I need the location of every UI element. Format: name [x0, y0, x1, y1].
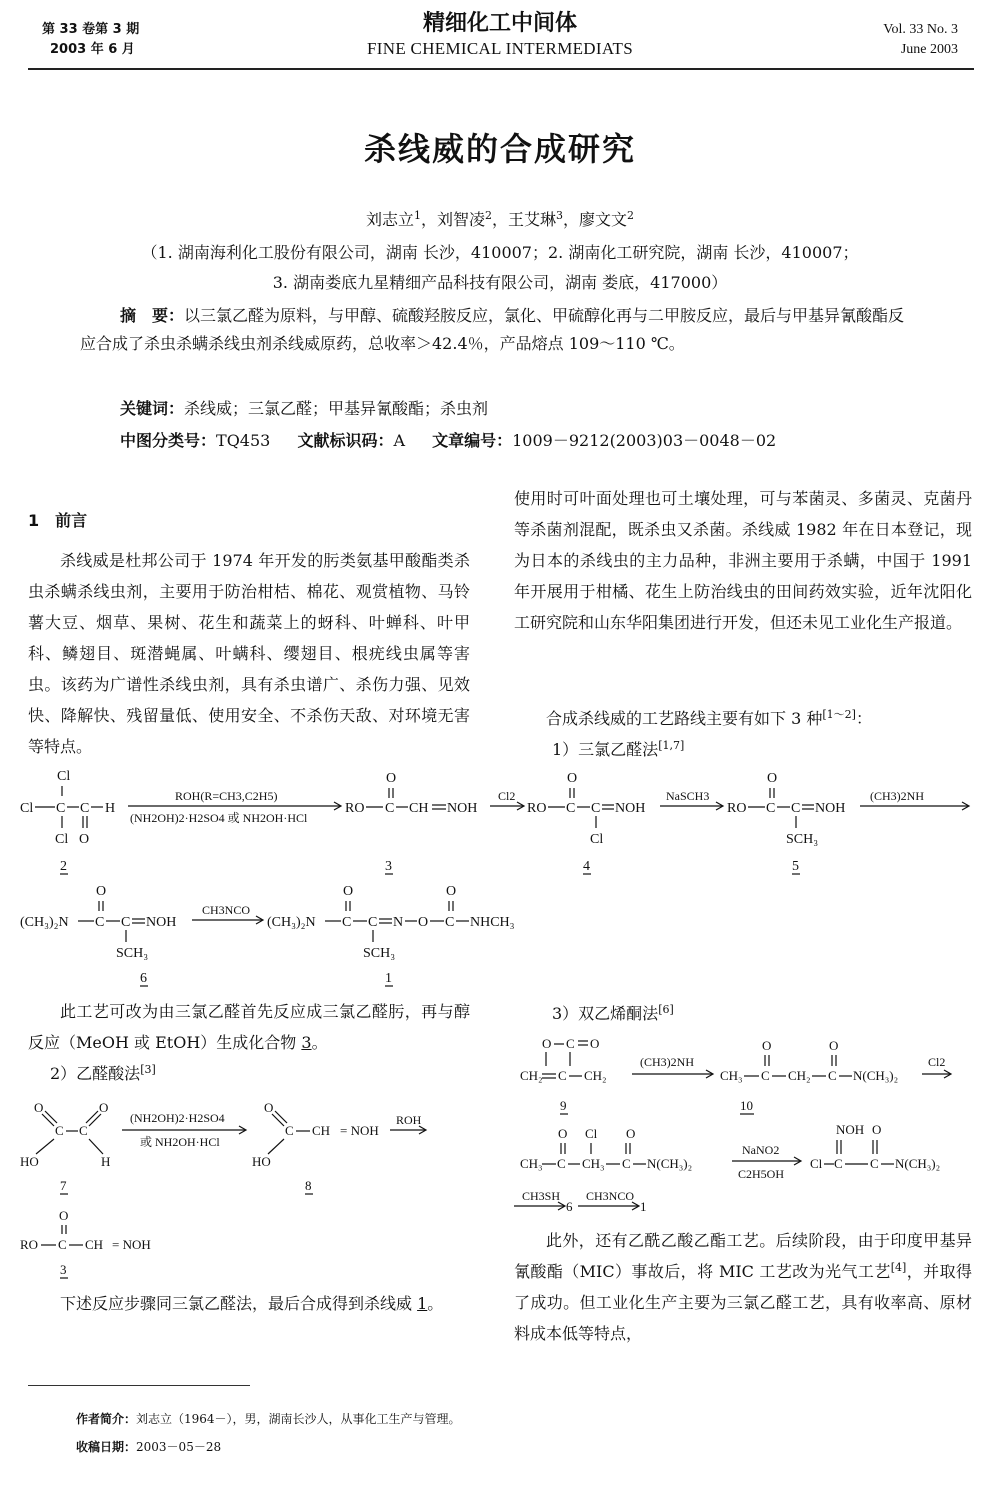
compound-ref-1: 1: [417, 1294, 428, 1313]
method-3-label: 3）双乙烯酮法: [552, 1004, 659, 1023]
svg-text:NOH: NOH: [836, 1122, 865, 1137]
label-9: 9: [560, 1098, 567, 1113]
svg-text:O: O: [567, 771, 578, 786]
reagent-roh-2: ROH: [396, 1113, 422, 1127]
reagent-dimethylamine-3: (CH3)2NH: [640, 1055, 694, 1069]
abstract-label: 摘 要：: [120, 306, 185, 325]
svg-text:SCH₃: SCH₃: [363, 946, 396, 961]
svg-text:Cl: Cl: [585, 1126, 598, 1141]
date-en: June 2003: [900, 42, 958, 57]
article-no-value: 1009－9212(2003)03－0048－02: [512, 431, 777, 450]
svg-text:Cl: Cl: [55, 832, 69, 847]
compound-ref-3: 3: [301, 1033, 312, 1052]
svg-text:O: O: [343, 884, 354, 899]
svg-text:C: C: [622, 1156, 631, 1171]
right-paragraph-1: 使用时可叶面处理也可土壤处理，可与苯菌灵、多菌灵、克菌丹等杀菌剂混配，既杀虫又杀菌。杀线威 1982 年在日本登记，现为日本的杀线虫的主力品种，非洲主要用于杀螨，中国于 1991 年开展用于柑橘、花生上防治线虫的田间药效实验，近年沈阳化工研究院和山东华阳集团进行开发，但还未见工业化生产报道。: [514, 489, 972, 632]
article-no-label: 文章编号：: [432, 431, 513, 450]
journal-title: [300, 10, 700, 60]
received-date-label: 收稿日期：: [76, 1440, 137, 1454]
svg-text:N(CH₃)₂: N(CH₃)₂: [853, 1068, 899, 1083]
svg-text:O: O: [34, 1100, 44, 1115]
svg-text:O: O: [386, 771, 397, 786]
compound-4: [527, 771, 645, 847]
left-paragraph-2-text: 此工艺可改为由三氯乙醛首先反应成三氯乙醛肟，再与醇反应（MeOH 或 EtOH）生成化合物: [28, 1002, 470, 1052]
svg-text:C: C: [58, 1237, 67, 1252]
received-date: [76, 1436, 221, 1458]
svg-text:HO: HO: [20, 1154, 39, 1169]
svg-text:O: O: [99, 1100, 109, 1115]
svg-text:O: O: [829, 1038, 839, 1053]
reagent-ethanol: C2H5OH: [738, 1167, 785, 1181]
svg-text:NOH: NOH: [615, 801, 646, 816]
method-2-cite: [3]: [140, 1063, 156, 1076]
svg-text:N(CH₃)₂: N(CH₃)₂: [895, 1156, 941, 1171]
right-paragraph-3-cite: [4]: [890, 1261, 907, 1274]
svg-text:O: O: [767, 771, 778, 786]
intro-paragraph: 杀线威是杜邦公司于 1974 年开发的肟类氨基甲酸酯类杀虫杀螨杀线虫剂，主要用于防治柑桔、棉花、观赏植物、马铃薯大豆、烟草、果树、花生和蔬菜上的蚜科、叶蝉科、叶甲科、鳞翅目、斑潜蝇属、叶螨科、缨翅目、根疣线虫属等害虫。该药为广谱性杀线虫剂，具有杀虫谱广、杀伤力强、见效快、降解快、残留量低、使用安全、不杀伤天敌、对环境无害等特点。: [28, 551, 470, 756]
compound-5: [727, 771, 845, 847]
footnote-rule: [28, 1385, 250, 1386]
abstract: [80, 302, 910, 358]
keywords-label: 关键词：: [120, 399, 185, 418]
right-paragraph-3-text: 此外，还有乙酰乙酸乙酯工艺。后续阶段，由于印度甲基异氰酸酯（MIC）事故后，将 MIC 工艺改为光气工艺: [514, 1231, 972, 1281]
svg-text:CH₃: CH₃: [520, 1156, 543, 1171]
reagent-roh: ROH(R=CH3,C2H5): [175, 789, 278, 803]
svg-text:CH₂: CH₂: [520, 1068, 543, 1083]
left-paragraph-2-end: 。: [311, 1033, 328, 1052]
svg-text:SCH₃: SCH₃: [116, 946, 149, 961]
method-1-label: 1）三氯乙醛法: [552, 740, 659, 759]
right-paragraph-3: [514, 1225, 972, 1349]
reagent-mic: CH3NCO: [202, 903, 251, 917]
svg-text:O: O: [418, 915, 429, 930]
svg-text:NHCH₃: NHCH₃: [470, 915, 515, 930]
svg-text:O: O: [264, 1100, 274, 1115]
section-1-title: 1 前言: [28, 511, 88, 530]
svg-text:C: C: [870, 1156, 879, 1171]
svg-text:RO: RO: [20, 1237, 39, 1252]
svg-text:Cl: Cl: [57, 769, 71, 784]
svg-text:CH₃: CH₃: [720, 1068, 743, 1083]
reagent-ch3sh: CH3SH: [522, 1189, 561, 1203]
reagent-hydroxylamine: (NH2OH)2·H2SO4 或 NH2OH·HCl: [130, 811, 308, 825]
svg-text:N: N: [393, 915, 404, 930]
svg-text:SCH₃: SCH₃: [786, 832, 819, 847]
svg-text:O: O: [96, 884, 107, 899]
method-2-label: 2）乙醛酸法: [50, 1064, 141, 1083]
routes-intro-end: ：: [855, 709, 872, 728]
svg-text:Cl: Cl: [20, 801, 34, 816]
compound-9: [520, 1036, 607, 1083]
svg-text:O: O: [626, 1126, 636, 1141]
affiliation-line-2: 3. 湖南娄底九星精细产品科技有限公司，湖南 娄底，417000）: [272, 273, 728, 292]
svg-text:C: C: [766, 801, 776, 816]
svg-text:Cl: Cl: [810, 1156, 823, 1171]
compound-1: [267, 884, 515, 961]
doc-code-value: A: [393, 431, 406, 450]
svg-text:C: C: [342, 915, 352, 930]
label-7: 7: [60, 1178, 67, 1193]
svg-text:NOH: NOH: [146, 915, 177, 930]
svg-text:C: C: [566, 1036, 575, 1051]
label-1: 1: [385, 971, 392, 986]
author-bio: [76, 1408, 461, 1430]
keywords: [120, 396, 488, 419]
authors: 刘志立$^1$，刘智凌$^2$，王艾琳$^3$，廖文文$^2$: [365, 209, 635, 229]
compound-2: [20, 769, 115, 847]
reagent-nasch3: NaSCH3: [666, 789, 710, 803]
svg-text:C: C: [368, 915, 378, 930]
svg-text:C: C: [79, 1123, 88, 1138]
svg-text:NOH: NOH: [815, 801, 846, 816]
header-rule: [28, 68, 974, 70]
method-2-title: [50, 1058, 156, 1089]
svg-text:C: C: [385, 801, 395, 816]
reagent-cl2: Cl2: [498, 789, 516, 803]
label-1-b: 1: [640, 1199, 647, 1214]
volume-cn: 第 33 卷第 3 期: [42, 22, 140, 37]
svg-text:O: O: [79, 832, 90, 847]
label-6-b: 6: [566, 1199, 573, 1214]
routes-intro-text: 合成杀线威的工艺路线主要有如下 3 种: [546, 709, 823, 728]
method-3-cite: [6]: [658, 1003, 674, 1016]
abstract-text: 以三氯乙醛为原料，与甲醇、硫酸羟胺反应，氯化、甲硫醇化再与二甲胺反应，最后与甲基异氰酸酯反应合成了杀虫杀螨杀线虫剂杀线威原药，总收率＞42.4％，产品熔点 109～110 ℃。: [80, 306, 905, 353]
issue-info-en: [883, 20, 958, 60]
author-bio-text: 刘志立（1964－），男，湖南长沙人，从事化工生产与管理。: [136, 1412, 461, 1426]
compound-6: [20, 884, 176, 961]
reagent-hydroxylamine-hcl: 或 NH2OH·HCl: [140, 1135, 220, 1149]
svg-text:C: C: [95, 915, 105, 930]
svg-text:O: O: [762, 1038, 772, 1053]
svg-text:C: C: [828, 1068, 837, 1083]
svg-text:C: C: [761, 1068, 770, 1083]
scheme-3: [500, 1030, 980, 1220]
svg-text:C: C: [566, 801, 576, 816]
svg-text:O: O: [446, 884, 457, 899]
label-2: 2: [60, 859, 67, 874]
left-paragraph-3-end: 。: [427, 1294, 444, 1313]
date-cn: 2003 年 6 月: [50, 42, 135, 57]
classification: [120, 428, 776, 451]
volume-en: Vol. 33 No. 3: [883, 22, 958, 37]
svg-text:CH₃: CH₃: [582, 1156, 605, 1171]
paper-title: 杀线威的合成研究: [363, 130, 636, 168]
compound-8: [252, 1100, 379, 1169]
doc-code-label: 文献标识码：: [297, 431, 394, 450]
svg-text:HO: HO: [252, 1154, 271, 1169]
keywords-text: 杀线威；三氯乙醛；甲基异氰酸酯；杀虫剂: [184, 399, 489, 418]
svg-text:CH₂: CH₂: [584, 1068, 607, 1083]
reagent-hydroxylamine-sulfate: (NH2OH)2·H2SO4: [130, 1111, 225, 1125]
svg-text:C: C: [445, 915, 455, 930]
author-bio-label: 作者简介：: [76, 1412, 137, 1426]
svg-text:O: O: [542, 1036, 552, 1051]
label-5: 5: [792, 859, 799, 874]
svg-text:CH: CH: [312, 1123, 331, 1138]
svg-text:C: C: [285, 1123, 294, 1138]
issue-info-cn: [42, 20, 139, 60]
label-4: 4: [583, 859, 590, 874]
right-paragraph-3-end: ，并取得了成功。但工业化生产主要为三氯乙醛工艺，具有收率高、原材料成本低等特点，: [514, 1262, 972, 1343]
svg-text:RO: RO: [727, 801, 747, 816]
label-3: 3: [385, 859, 392, 874]
svg-text:C: C: [834, 1156, 843, 1171]
method-3-title: [552, 998, 674, 1029]
compound-10: [720, 1038, 898, 1083]
svg-text:C: C: [591, 801, 601, 816]
compound-3-b: [20, 1208, 151, 1252]
svg-text:(CH₃)₂N: (CH₃)₂N: [267, 915, 316, 930]
svg-text:RO: RO: [527, 801, 547, 816]
svg-text:O: O: [558, 1126, 568, 1141]
affiliation-line-1: （1. 湖南海利化工股份有限公司，湖南 长沙，410007；2. 湖南化工研究院，湖南 长沙，410007；: [141, 243, 859, 262]
svg-text:H: H: [101, 1154, 111, 1169]
reagent-dimethylamine: (CH3)2NH: [870, 789, 924, 803]
received-date-text: 2003－05－28: [136, 1440, 222, 1454]
clc-label: 中图分类号：: [120, 431, 217, 450]
svg-text:C: C: [121, 915, 131, 930]
left-paragraph-3-text: 下述反应步骤同三氯乙醛法，最后合成得到杀线威: [60, 1294, 418, 1313]
compound-7: [20, 1100, 110, 1169]
svg-text:O: O: [59, 1208, 69, 1223]
svg-text:H: H: [105, 801, 116, 816]
oxime-intermediate: [810, 1122, 940, 1171]
label-10: 10: [740, 1098, 753, 1113]
clc-value: TQ453: [216, 431, 271, 450]
svg-text:CH₂: CH₂: [788, 1068, 811, 1083]
svg-text:C: C: [56, 801, 66, 816]
label-3-b: 3: [60, 1262, 67, 1277]
svg-text:CH: CH: [409, 801, 429, 816]
compound-3: [345, 771, 477, 816]
svg-text:C: C: [80, 801, 90, 816]
svg-text:(CH₃)₂N: (CH₃)₂N: [20, 915, 69, 930]
routes-intro: [514, 703, 972, 734]
label-6: 6: [140, 971, 147, 986]
svg-text:C: C: [791, 801, 801, 816]
reagent-nano2: NaNO2: [742, 1143, 780, 1157]
reagent-mic-3: CH3NCO: [586, 1189, 635, 1203]
method-1-cite: [1,7]: [658, 739, 685, 752]
svg-text:CH: CH: [85, 1237, 104, 1252]
svg-text:Cl: Cl: [590, 832, 604, 847]
journal-title-en: FINE CHEMICAL INTERMEDIATS: [367, 39, 633, 58]
routes-intro-cite: [1～2]: [822, 708, 856, 721]
svg-text:O: O: [590, 1036, 600, 1051]
scheme-1: [0, 760, 1000, 990]
svg-text:RO: RO: [345, 801, 365, 816]
reagent-cl2-3: Cl2: [928, 1055, 946, 1069]
svg-text:= NOH: = NOH: [340, 1123, 379, 1138]
left-paragraph-2: [28, 996, 470, 1058]
svg-text:C: C: [55, 1123, 64, 1138]
svg-text:C: C: [558, 1068, 567, 1083]
chloro-intermediate: [520, 1126, 692, 1171]
left-paragraph-3: [28, 1288, 470, 1319]
svg-text:NOH: NOH: [447, 801, 478, 816]
svg-text:O: O: [872, 1122, 882, 1137]
svg-text:C: C: [557, 1156, 566, 1171]
label-8: 8: [305, 1178, 312, 1193]
svg-text:= NOH: = NOH: [112, 1237, 151, 1252]
scheme-2: [0, 1090, 500, 1280]
svg-text:N(CH₃)₂: N(CH₃)₂: [647, 1156, 693, 1171]
journal-title-cn: 精细化工中间体: [422, 11, 577, 36]
